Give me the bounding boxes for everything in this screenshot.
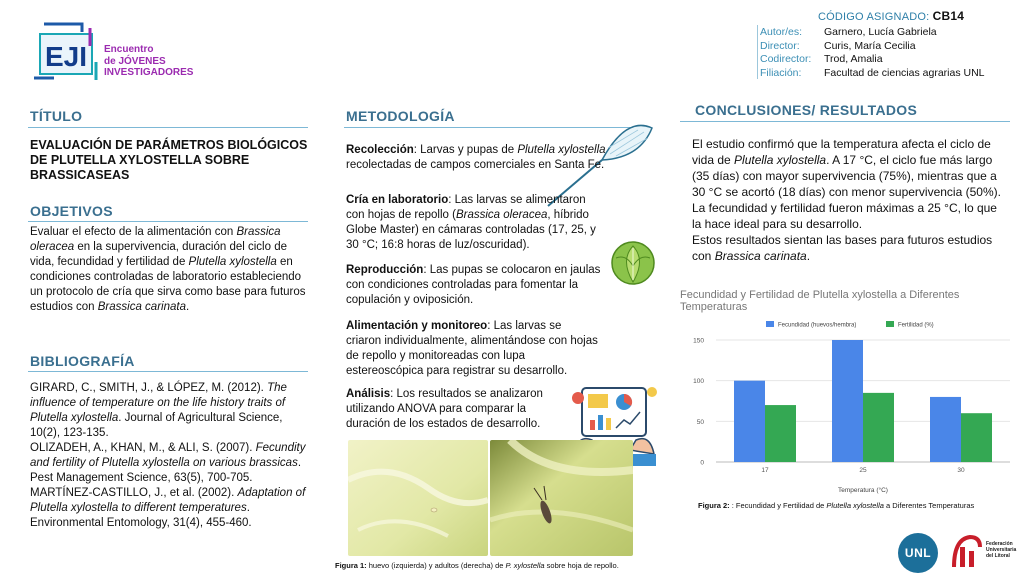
objetivos-em2: Plutella xylostella [188,256,277,268]
analisis-label: Análisis [346,388,391,400]
recoleccion-text [346,143,606,173]
cria-b: , híbrido Globe Master) en cámaras controladas (17, 25, y 30 °C; 16:8 horas de luz/oscuridad). [346,209,596,251]
info-value: Trod, Amalia [824,53,883,65]
poster-title: EVALUACIÓN DE PARÁMETROS BIOLÓGICOS DE PLUTELLA XYLOSTELLA SOBRE BRASSICASEAS [30,138,308,182]
y-tick-label: 0 [700,459,704,467]
cria-a: : Las larvas se alimentaron con hojas de repollo ( [346,194,586,221]
reference-title: The influence of temperature on the life history traits of Plutella xylostella [30,382,287,424]
logo-line-3: INVESTIGADORES [104,67,194,78]
egg-photo-image [348,440,488,556]
author-info [760,26,985,80]
adult-moth-photo-image [490,440,633,556]
conclusiones-t4: . [806,249,811,263]
y-tick-label: 100 [693,378,704,386]
info-label: Autor/es: [760,26,803,38]
logo-line-2: de JÓVENES [104,55,166,67]
fig1-em: P. xylostella [505,561,545,570]
conclusiones-heading: CONCLUSIONES/ RESULTADOS [695,102,918,118]
chart-bars [734,340,992,462]
x-tick-label: 17 [761,467,769,474]
info-label: Codirector: [760,53,812,65]
legend-label: Fertilidad (%) [898,322,934,329]
eji-logo-letters: EJI [44,41,88,72]
cria-label: Cría en laboratorio [346,194,449,206]
chart-title: Fecundidad y Fertilidad de Plutella xylostella a Diferentes Temperaturas [680,289,960,313]
reference-item [30,381,312,441]
fig2-em: Plutella xylostella [826,501,884,510]
recoleccion-b: recolectadas de campos comerciales en Santa Fe. [346,159,605,171]
info-label: Director: [760,39,800,52]
objetivos-em3: Brassica carinata [97,301,186,313]
info-row-director [760,40,985,54]
unl-logo [898,533,938,573]
fue-line-3: del Litoral [986,553,1010,559]
bibliografia-heading: BIBLIOGRAFÍA [30,353,135,369]
info-row-autor [760,26,985,40]
x-tick-label: 30 [957,467,965,474]
logo-line-1: Encuentro [104,44,154,55]
unl-logo-text: UNL [904,546,932,560]
fue-logo-text [986,541,1016,559]
fue-logo-mark [950,533,984,571]
legend-label: Fecundidad (huevos/hembra) [778,322,857,329]
reference-authors: OLIZADEH, A., KHAN, M., & ALI, S. (2007). [30,442,256,454]
fig1-label: Figura 1: [335,561,367,570]
cabbage-icon [608,236,658,286]
conclusiones-em3: Brassica carinata [714,249,807,263]
figure-2-caption [698,501,1018,510]
conclusiones-t3: Estos resultados sientan las bases para futuros estudios con [692,233,993,263]
analisis-text [346,387,568,432]
bar-fecundidad-17 [734,381,765,462]
info-label: Filiación: [760,66,802,79]
y-tick-label: 50 [696,418,704,426]
info-value: Garnero, Lucía Gabriela [824,26,937,38]
conclusiones-rule [680,121,1010,122]
alimentacion-text [346,319,598,379]
fig2-b: a Diferentes Temperaturas [883,501,975,510]
bar-fecundidad-30 [930,397,961,462]
objetivos-em1: Brassica oleracea [30,226,281,253]
reference-title: Adaptation of Plutella xylostella to different temperatures [30,487,306,514]
info-row-codirector [760,53,985,67]
conclusiones-t1: El estudio confirmó que la temperatura afecta el ciclo de vida de [692,137,991,167]
bar-fertilidad-17 [765,405,796,462]
conclusiones-t2: . A 17 °C, el ciclo fue más largo (35 días) con mayor supervivencia (75%), mientras que a 30 °C se acortó (18 días) con menor supervivencia (50%). La fecundidad y fertilidad fueron máximas a 25 °C, lo que la hace ideal para su desarrollo. [692,153,1001,231]
eji-logo-text [104,44,193,79]
info-value: Curis, María Cecilia [824,39,916,52]
conclusiones-em1: Plutella xylostella [734,153,827,167]
x-axis-label: Temperatura (°C) [838,487,888,494]
bar-fertilidad-25 [863,393,894,462]
codigo-asignado [818,9,964,23]
info-divider [757,25,758,79]
chart-axes [693,338,965,495]
codigo-label: CÓDIGO ASIGNADO: [818,11,930,23]
legend-swatch [766,321,774,327]
objetivos-p2: en la supervivencia, duración del ciclo de vida, fecundidad y fertilidad de [30,241,287,268]
reproduccion-label: Reproducción [346,264,424,276]
objetivos-p3: en condiciones controladas de laboratorio estableciendo un protocolo de cría que sirva como base para futuros estudios con [30,256,306,313]
fecundidad-fertilidad-chart [676,316,1020,500]
titulo-rule [28,127,308,128]
cria-text [346,193,606,253]
egg-photo [348,440,488,556]
objetivos-p4: . [185,301,190,313]
objetivos-heading: OBJETIVOS [30,203,113,219]
objetivos-p1: Evaluar el efecto de la alimentación con [30,226,237,238]
recoleccion-label: Recolección [346,144,414,156]
reproduccion-text [346,263,608,308]
info-row-filiacion [760,67,985,81]
bar-fecundidad-25 [832,340,863,462]
fig2-a: : Fecundidad y Fertilidad de [729,501,827,510]
reference-rest: . Pest Management Science, 63(5), 700-705. [30,457,302,484]
bibliografia-list [30,381,312,531]
reference-authors: MARTÍNEZ-CASTILLO, J., et al. (2002). [30,487,238,499]
y-tick-label: 150 [693,337,704,345]
objetivos-text [30,225,312,315]
recoleccion-em: Plutella xylostella [517,144,606,156]
fue-line-2: Universitaria [986,547,1017,553]
cria-em: Brassica oleracea [455,209,548,221]
reference-item [30,441,312,486]
fig1-a: huevo (izquierda) y adultos (derecha) de [366,561,506,570]
fue-line-1: Federación [986,541,1013,547]
bibliografia-rule [28,371,308,372]
info-value: Facultad de ciencias agrarias UNL [824,66,985,79]
conclusiones-text [692,136,1008,264]
eji-logo-mark [30,18,102,84]
recoleccion-a: : Larvas y pupas de [413,144,518,156]
titulo-heading: TÍTULO [30,108,83,124]
codigo-value: CB14 [932,9,965,23]
chart-legend [766,321,934,329]
bar-fertilidad-30 [961,413,992,462]
figure-1-caption [335,561,665,570]
legend-swatch [886,321,894,327]
reference-rest: . Environmental Entomology, 31(4), 455-460. [30,502,252,529]
alimentacion-label: Alimentación y monitoreo [346,320,488,332]
reference-title: Fecundity and fertility of Plutella xylostella on various brassicas [30,442,306,469]
fig2-label: Figura 2: [698,501,730,510]
reference-authors: GIRARD, C., SMITH, J., & LÓPEZ, M. (2012). [30,382,268,394]
fig1-b: sobre hoja de repollo. [544,561,619,570]
reference-rest: . Journal of Agricultural Science, 10(2), 123-135. [30,412,283,439]
reproduccion-body: : Las pupas se colocaron en jaulas con condiciones controladas para fomentar la copulación y oviposición. [346,264,601,306]
adult-moth-photo [490,440,633,556]
analisis-body: : Los resultados se analizaron utilizando ANOVA para comparar la duración de los estados de desarrollo. [346,388,543,430]
metodologia-heading: METODOLOGÍA [346,108,455,124]
alimentacion-body: : Las larvas se criaron individualmente, alimentándose con hojas de repollo y monitoreadas con lupa estereoscópica para registrar su desarrollo. [346,320,598,377]
reference-item [30,486,312,531]
objetivos-rule [28,221,308,222]
x-tick-label: 25 [859,467,867,474]
